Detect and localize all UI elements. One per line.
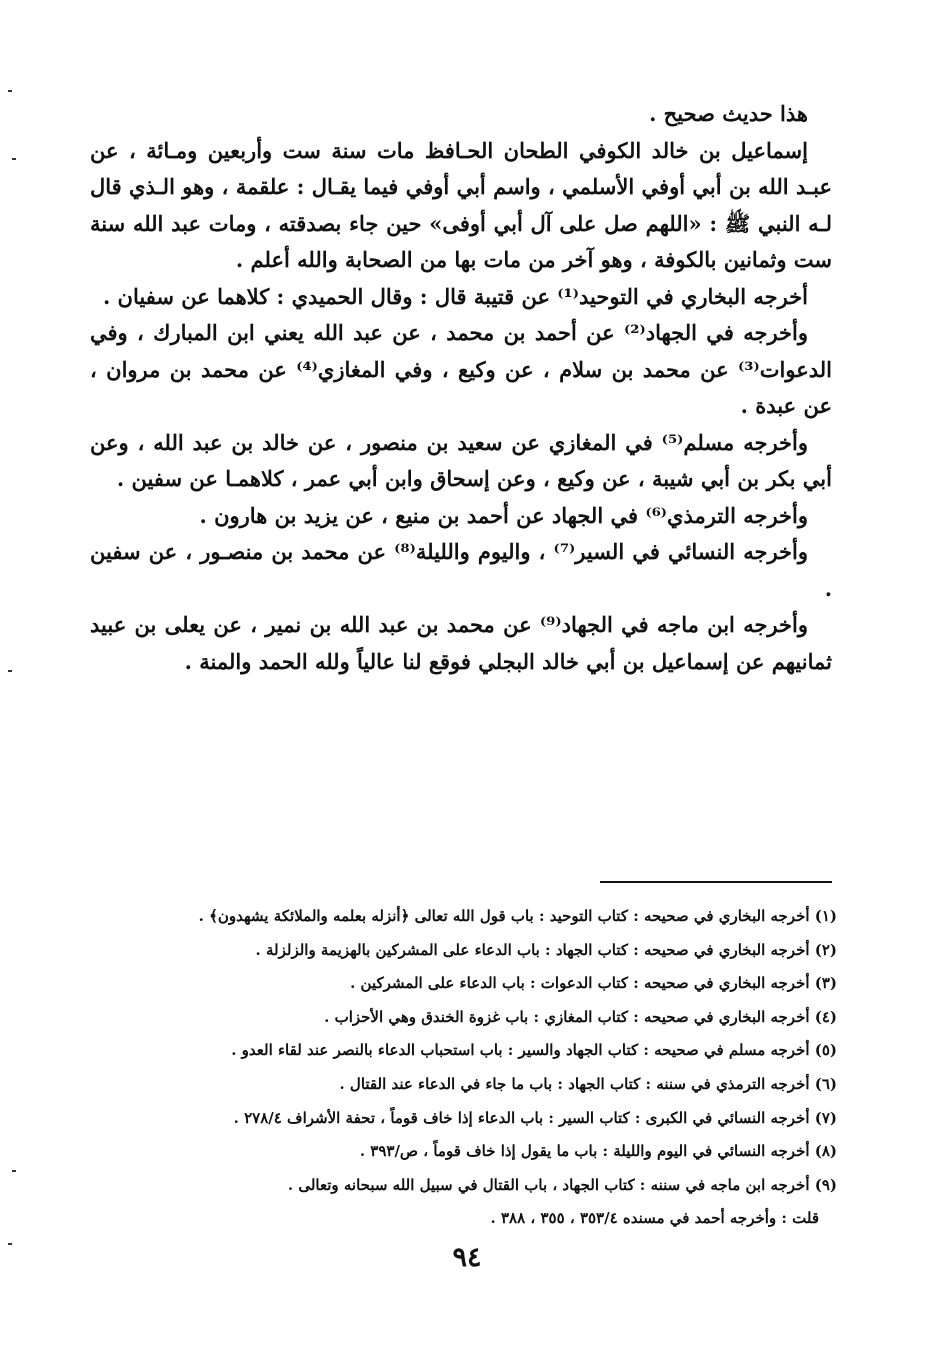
- page-number: ٩٤: [452, 1242, 482, 1273]
- paragraph-ibn-majah: وأخرجه ابن ماجه في الجهاد⁽⁹⁾ عن محمد بن عبد الله بن نمير ، عن يعلى بن عبيد ثمانيهم عن إسماعيل بن أبي خالد البجلي فوقع لنا عالياً ولله الحمد والمنة .: [90, 612, 832, 674]
- main-text-body: [90, 96, 832, 680]
- footnote-2: (٢) أخرجه البخاري في صحيحه : كتاب الجهاد : باب الدعاء على المشركين بالهزيمة والزلزلة .: [255, 940, 837, 959]
- footnote-editor-note: قلت : وأخرجه أحمد في مسنده ٣٥٣/٤ ، ٣٥٥ ، ٣٨٨ .: [490, 1209, 819, 1228]
- paragraph-hadith-grade: هذا حديث صحيح .: [649, 101, 808, 126]
- margin-mark-2: [12, 158, 16, 160]
- margin-mark-5: [8, 1243, 12, 1245]
- paragraph-bukhari-jihad: وأخرجه في الجهاد⁽²⁾ عن أحمد بن محمد ، عن عبد الله يعني ابن المبارك ، وفي الدعوات⁽³⁾ عن محمد بن سلام ، عن وكيع ، وفي المغازي⁽⁴⁾ عن محمد بن مروان ، عن عبدة .: [90, 320, 832, 418]
- paragraph-narrator-biography: إسماعيل بن خالد الكوفي الطحان الحـافظ مات سنة ست وأربعين ومـائة ، عن عبـد الله بن أبي أوفي الأسلمي ، واسم أبي أوفي فيما يقـال : علقمة ، وهو الـذي قال لـه النبي ﷺ : «اللهم صل على آل أبي أوفى» حين جاء بصدقته ، ومات عبد الله سنة ست وثمانين بالكوفة ، وهو آخر من مات بها من الصحابة والله أعلم .: [90, 137, 832, 272]
- footnote-1: (١) أخرجه البخاري في صحيحه : كتاب التوحيد : باب قول الله تعالى ﴿أنزله بعلمه والملائكة يشهدون﴾ .: [198, 907, 837, 925]
- footnote-7: (٧) أخرجه النسائي في الكبرى : كتاب السير : باب الدعاء إذا خاف قوماً ، تحفة الأشراف ٢٧٨/٤ .: [233, 1108, 837, 1127]
- paragraph-nasai: وأخرجه النسائي في السير⁽⁷⁾ ، واليوم والليلة⁽⁸⁾ عن محمد بن منصـور ، عن سفين .: [90, 539, 832, 601]
- margin-mark-3: [8, 670, 12, 672]
- margin-mark-4: [12, 1170, 16, 1172]
- footnotes-section: [95, 900, 837, 1236]
- footnote-separator: [600, 881, 832, 883]
- paragraph-bukhari-tawhid: أخرجه البخاري في التوحيد⁽¹⁾ عن قتيبة قال : وقال الحميدي : كلاهما عن سفيان .: [102, 283, 808, 309]
- footnote-9: (٩) أخرجه ابن ماجه في سننه : كتاب الجهاد ، باب القتال في سبيل الله سبحانه وتعالى .: [287, 1175, 837, 1194]
- paragraph-muslim: وأخرجه مسلم⁽⁵⁾ في المغازي عن سعيد بن منصور ، عن خالد بن عبد الله ، وعن أبي بكر بن أبي شيبة ، عن وكيع ، وعن إسحاق وابن أبي عمر ، كلاهمـا عن سفين .: [90, 429, 832, 491]
- footnote-8: (٨) أخرجه النسائي في اليوم والليلة : باب ما يقول إذا خاف قوماً ، ص/٣٩٣ .: [359, 1142, 837, 1161]
- margin-mark-1: [8, 90, 12, 92]
- paragraph-tirmidhi: وأخرجه الترمذي⁽⁶⁾ في الجهاد عن أحمد بن منيع ، عن يزيد بن هارون .: [199, 502, 808, 528]
- footnote-6: (٦) أخرجه الترمذي في سننه : كتاب الجهاد : باب ما جاء في الدعاء عند القتال .: [339, 1074, 837, 1093]
- footnote-5: (٥) أخرجه مسلم في صحيحه : كتاب الجهاد والسير : باب استحباب الدعاء بالنصر عند لقاء العدو .: [231, 1041, 837, 1060]
- footnote-4: (٤) أخرجه البخاري في صحيحه : كتاب المغازي : باب غزوة الخندق وهي الأحزاب .: [324, 1007, 837, 1026]
- footnote-3: (٣) أخرجه البخاري في صحيحه : كتاب الدعوات : باب الدعاء على المشركين .: [350, 974, 837, 993]
